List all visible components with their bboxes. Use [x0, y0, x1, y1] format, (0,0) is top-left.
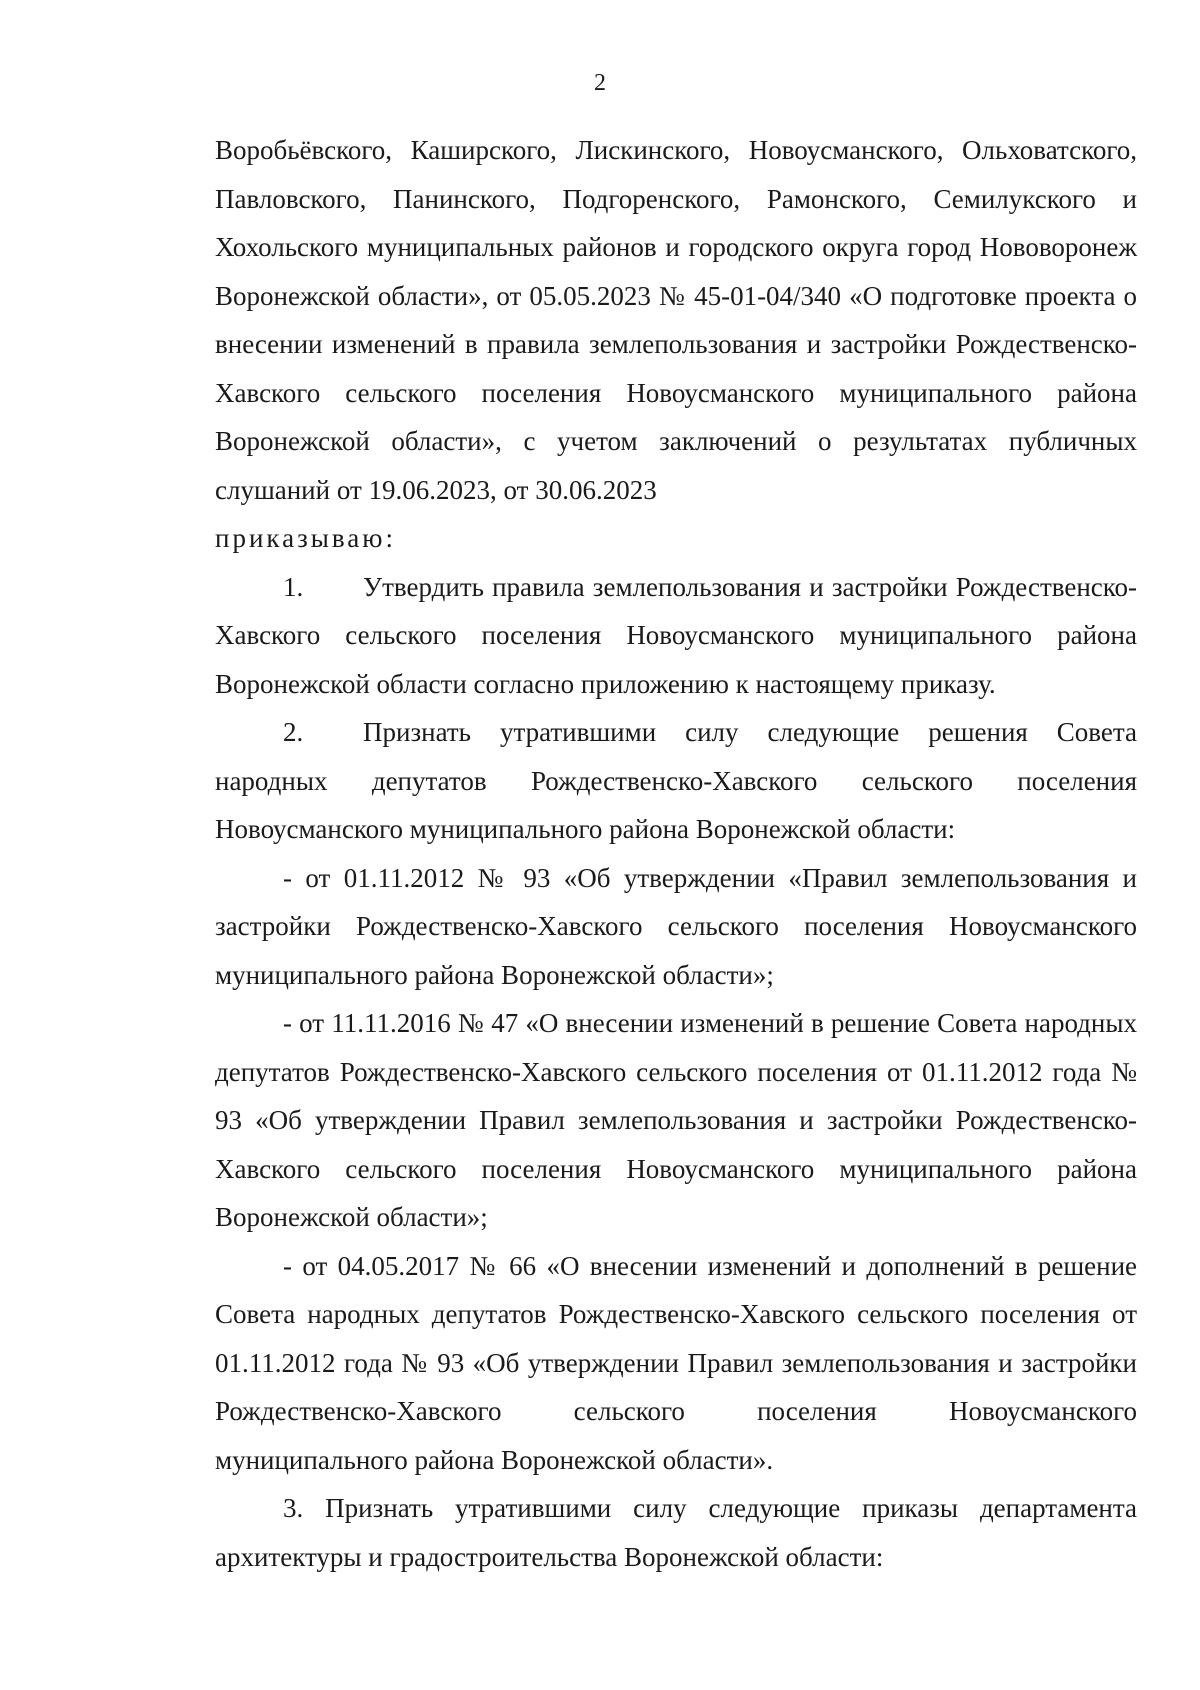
intro-paragraph: Воробьёвского, Каширского, Лискинского, Новоусманского, Ольховатского, Павловского, Панинского, Подгоренского, Рамонского, Семилукского и Хохольского муниципальных районов и городского округа город Нововоронеж Воронежской области», от 05.05.2023 № 45-01-04/340 «О подготовке проекта о внесении изменений в правила землепользования и застройки Рождественско-Хавского сельского поселения Новоусманского муниципального района Воронежской области», с учетом заключений о результатах публичных слушаний от 19.06.2023, от 30.06.2023 [215, 135, 1137, 505]
page-number: 2 [594, 70, 606, 96]
item-2-paragraph [215, 708, 1137, 854]
item-2-subitem-3: - от 04.05.2017 № 66 «О внесении изменений и дополнений в решение Совета народных депутатов Рождественско-Хавского сельского поселения от 01.11.2012 года № 93 «Об утверждении Правил землепользования и застройки Рождественско-Хавского сельского поселения Новоусманского муниципального района Воронежской области». [215, 1250, 1137, 1475]
order-word: приказываю: [215, 523, 396, 553]
item-2-subitem-2: - от 11.11.2016 № 47 «О внесении изменений в решение Совета народных депутатов Рождественско-Хавского сельского поселения от 01.11.2012 года № 93 «Об утверждении Правил землепользования и застройки Рождественско-Хавского сельского поселения Новоусманского муниципального района Воронежской области»; [215, 1008, 1137, 1232]
item-3-paragraph: 3. Признать утратившими силу следующие приказы департамента архитектуры и градостроительства Воронежской области: [215, 1493, 1137, 1572]
document-body [215, 126, 1137, 1581]
item-1-paragraph [215, 563, 1137, 709]
item-1-number: 1. [283, 571, 304, 602]
item-2-number: 2. [283, 717, 304, 747]
item-2-subitem-1: - от 01.11.2012 № 93 «Об утверждении «Правил землепользования и застройки Рождественско-Хавского сельского поселения Новоусманского муниципального района Воронежской области»; [215, 862, 1137, 990]
item-1-text: Утвердить правила землепользования и застройки Рождественско-Хавского сельского поселения Новоусманского муниципального района Воронежской области согласно приложению к настоящему приказу. [215, 571, 1137, 699]
item-2-text: Признать утратившими силу следующие решения Совета народных депутатов Рождественско-Хавского сельского поселения Новоусманского муниципального района Воронежской области: [215, 717, 1137, 844]
